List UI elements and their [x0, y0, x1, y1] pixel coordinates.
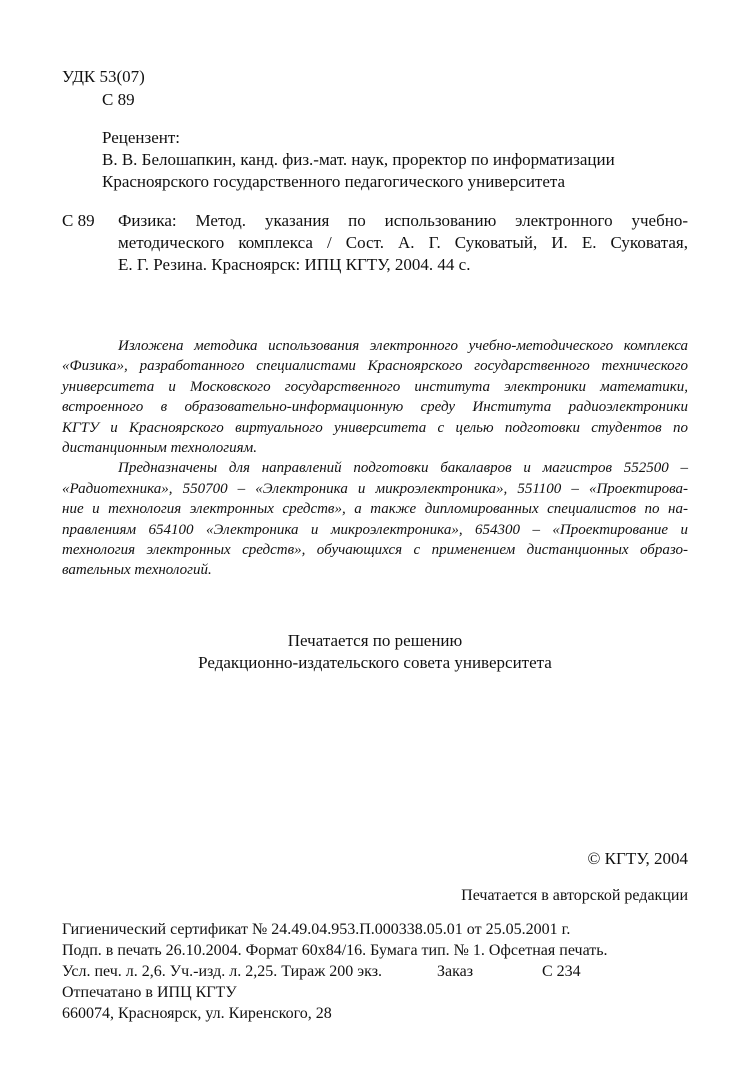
- annotation-line: университета и Московского государственного института электроники математики,: [62, 379, 688, 395]
- copyright: © КГТУ, 2004: [587, 849, 688, 868]
- bibliography-line-2: методического комплекса / Сост. А. Г. Суковатый, И. Е. Суковатая,: [118, 233, 688, 252]
- decision-line-1: Печатается по решению: [287, 631, 463, 650]
- annotation-line: «Физика», разработанного специалистами Красноярского государственного технического: [62, 358, 688, 374]
- imprint-address: 660074, Красноярск, ул. Киренского, 28: [62, 1005, 332, 1022]
- annotation-line: дистанционным технологиям.: [62, 440, 257, 456]
- annotation-line: ние и технология электронных средств», а также дипломированных специалистов по на-: [62, 501, 688, 517]
- annotation-line: «Радиотехника», 550700 – «Электроника и микроэлектроника», 551100 – «Проектирова-: [62, 481, 688, 497]
- decision-line-2: Редакционно-издательского совета университета: [198, 653, 552, 672]
- bibliography-line-1: Физика: Метод. указания по использованию электронного учебно-: [118, 211, 688, 230]
- udk-index: С 89: [102, 90, 135, 109]
- imprint-print-details: Подп. в печать 26.10.2004. Формат 60х84/16. Бумага тип. № 1. Офсетная печать.: [62, 942, 608, 959]
- author-edition-note: Печатается в авторской редакции: [461, 887, 688, 904]
- annotation-line: правлениям 654100 «Электроника и микроэлектроника», 654300 – «Проектирование и: [62, 522, 688, 538]
- imprint-order-number: С 234: [542, 963, 581, 980]
- imprint-order-label: Заказ: [437, 963, 474, 980]
- bibliography-index: С 89: [62, 211, 95, 230]
- udk-code: УДК 53(07): [62, 67, 145, 86]
- imprint-volume: Усл. печ. л. 2,6. Уч.-изд. л. 2,25. Тираж 200 экз.: [62, 963, 383, 980]
- annotation-line: Предназначены для направлений подготовки бакалавров и магистров 552500 –: [118, 460, 688, 476]
- annotation-line: вательных технологий.: [62, 562, 212, 578]
- annotation-line: встроенного в образовательно-информационную среду Института радиоэлектроники: [62, 399, 688, 415]
- annotation-line: технология электронных средств», обучающихся с применением дистанционных образо-: [62, 542, 688, 558]
- reviewer-line-1: В. В. Белошапкин, канд. физ.-мат. наук, проректор по информатизации: [102, 150, 615, 169]
- reviewer-label: Рецензент:: [102, 128, 181, 147]
- annotation-line: КГТУ и Красноярского виртуального университета с целью подготовки студентов по: [62, 420, 688, 436]
- annotation-line: Изложена методика использования электронного учебно-методического комплекса: [118, 338, 688, 354]
- reviewer-line-2: Красноярского государственного педагогического университета: [102, 172, 566, 191]
- imprint-printed-at: Отпечатано в ИПЦ КГТУ: [62, 984, 237, 1001]
- imprint-certificate: Гигиенический сертификат № 24.49.04.953.П.000338.05.01 от 25.05.2001 г.: [62, 921, 571, 938]
- bibliography-line-3: Е. Г. Резина. Красноярск: ИПЦ КГТУ, 2004. 44 с.: [118, 255, 471, 274]
